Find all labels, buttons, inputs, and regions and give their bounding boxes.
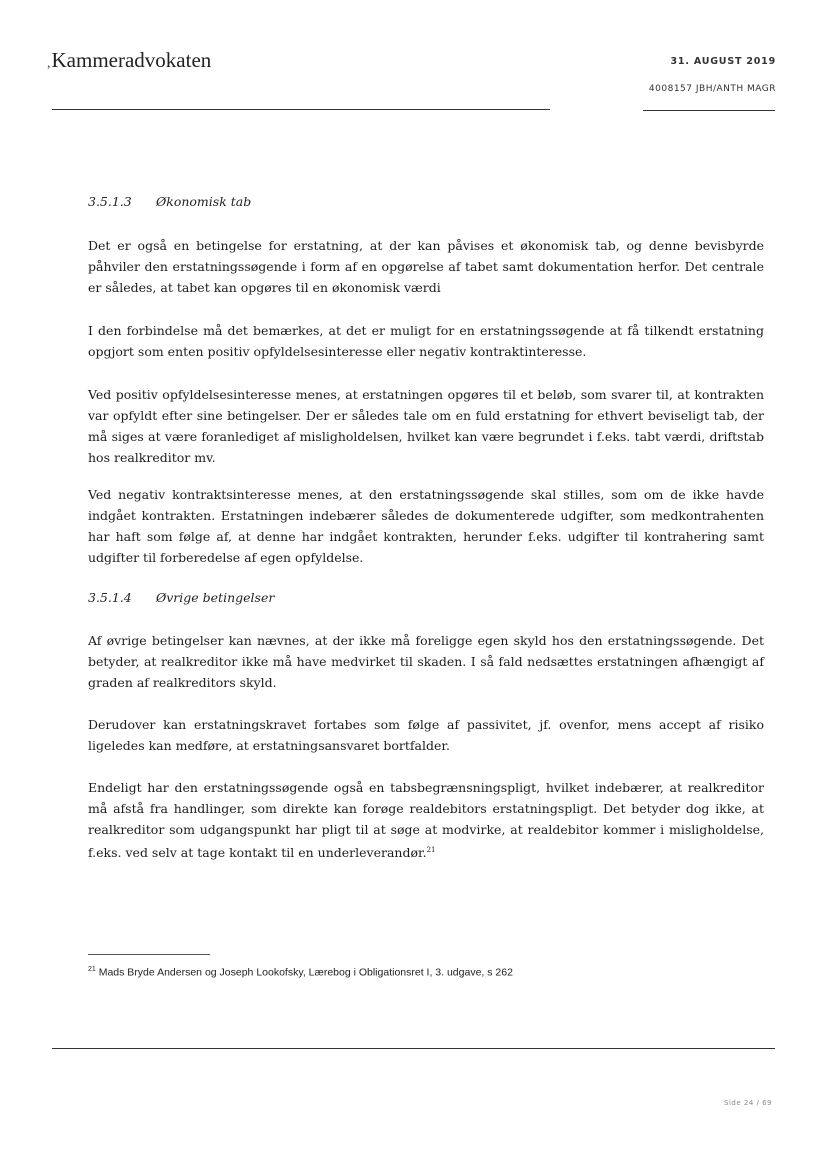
paragraph: Derudover kan erstatningskravet fortabes som følge af passivitet, jf. ovenfor, mens accept af risiko ligeledes kan medføre, at erstatningsansvaret bortfalder. (88, 717, 764, 753)
paragraph: Ved negativ kontraktsinteresse menes, at den erstatningssøgende skal stilles, som om de ikke havde indgået kontrakten. Erstatningen indebærer således de dokumenterede udgifter, som medkontrahenten har haft som følge af, at denne har indgået kontrakten, herunder f.eks. udgifter til kontrahering samt udgifter til forberedelse af egen opfyldelse. (88, 487, 764, 565)
footnote-divider (88, 954, 210, 955)
section-title: Økonomisk tab (156, 194, 252, 209)
section-number: 3.5.1.3 (88, 194, 132, 209)
paragraph: I den forbindelse må det bemærkes, at det er muligt for en erstatningssøgende at få tilkendt erstatning opgjort som enten positiv opfyldelsesinteresse eller negativ kontraktinteresse. (88, 323, 764, 359)
logo-text: Kammeradvokaten (51, 48, 212, 72)
paragraph (88, 777, 764, 863)
document-date: 31. AUGUST 2019 (670, 56, 776, 67)
logo-mark-icon: , (47, 56, 51, 71)
paragraph-text: Endeligt har den erstatningssøgende også en tabsbegrænsningspligt, hvilket indebærer, at realkreditor må afstå fra handlinger, som direkte kan forøge realdebitors erstatningspligt. Det betyder dog ikke, at realkreditor som udgangspunkt har pligt til at søge at modvirke, at realdebitor kommer i misligholdelse, f.eks. ved selv at tage kontakt til en underleverandør. (88, 780, 764, 861)
footnote-reference[interactable]: 21 (426, 846, 436, 854)
section-title: Øvrige betingelser (156, 590, 275, 605)
document-reference: 4008157 JBH/ANTH MAGR (648, 84, 776, 94)
footnote (88, 966, 748, 979)
paragraph: Af øvrige betingelser kan nævnes, at der ikke må foreligge egen skyld hos den erstatningssøgende. Det betyder, at realkreditor ikke må have medvirket til skaden. I så fald nedsættes erstatningen afhængigt af graden af realkreditors skyld. (88, 633, 764, 690)
footnote-number: 21 (88, 966, 96, 973)
paragraph: Det er også en betingelse for erstatning, at der kan påvises et økonomisk tab, og denne bevisbyrde påhviler den erstatningssøgende i form af en opgørelse af tabet samt dokumentation herfor. Det centrale er således, at tabet kan opgøres til en økonomisk værdi (88, 238, 764, 295)
header-divider-right (643, 110, 775, 111)
kammeradvokaten-logo (47, 48, 211, 73)
section-heading-ovrige-betingelser (88, 590, 274, 605)
header-divider-left (52, 109, 550, 110)
footer-divider (52, 1048, 775, 1049)
page-number: Side 24 / 69 (724, 1099, 772, 1107)
paragraph: Ved positiv opfyldelsesinteresse menes, at erstatningen opgøres til et beløb, som svarer til, at kontrakten var opfyldt efter sine betingelser. Der er således tale om en fuld erstatning for ethvert beviseligt tab, der må siges at være foranlediget af misligholdelsen, hvilket kan være begrundet i f.eks. tabt værdi, driftstab hos realkreditor mv. (88, 387, 764, 465)
section-heading-okonomisk-tab (88, 194, 251, 209)
footnote-text: Mads Bryde Andersen og Joseph Lookofsky, Lærebog i Obligationsret I, 3. udgave, s 262 (98, 966, 513, 979)
section-number: 3.5.1.4 (88, 590, 132, 605)
